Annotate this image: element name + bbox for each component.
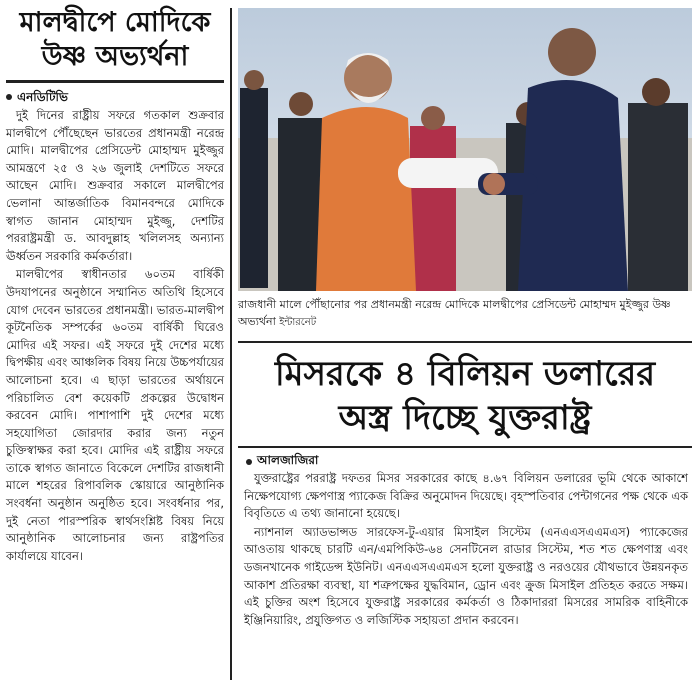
left-paragraph-1: দুই দিনের রাষ্ট্রীয় সফরে গতকাল শুক্রবার মালদ্বীপে পৌঁছেছেন ভারতের প্রধানমন্ত্রী নরেন্দ্র মোদি। মালদ্বীপের প্রেসিডেন্ট মোহাম্মদ মুইজ্জুর আমন্ত্রণে ২৫ ও ২৬ জুলাই দেশটিতে সফরে আছেন মোদি। শুক্রবার সকালে মালদ্বীপের ভেলানা আন্তর্জাতিক বিমানবন্দরে মোদিকে স্বাগত জানান মোহাম্মদ মুইজ্জু, দেশটির পররাষ্ট্রমন্ত্রী ড. আবদুল্লাহ খলিলসহ অন্যান্য ঊর্ধ্বতন সরকারি কর্মকর্তারা। [6,108,224,263]
column-divider [230,8,232,680]
right-headline [238,352,692,440]
headline-rule-right [238,446,692,448]
photo-handshake-illustration [238,8,692,291]
right-source-label: আলজাজিরা [257,453,319,467]
photo-caption-text: রাজধানী মালে পৌঁছানোর পর প্রধানমন্ত্রী নরেন্দ্র মোদিকে মালদ্বীপের প্রেসিডেন্ট মোহাম্মদ মুইজ্জুর উষ্ণ অভ্যর্থনা [238,298,671,328]
left-source [6,89,224,105]
right-headline-line-1: মিসরকে ৪ বিলিয়ন ডলারের [274,354,656,394]
photo-caption [238,296,692,331]
right-source [246,452,318,472]
left-paragraph-2: মালদ্বীপের স্বাধীনতার ৬০তম বার্ষিকী উদযাপনের অনুষ্ঠানে সম্মানিত অতিথি হিসেবে যোগ দেবেন ভারতের প্রধানমন্ত্রী। ভারত-মালদ্বীপ কূটনৈতিক সম্পর্কের ৬০তম বার্ষিকী ঘিরেও মোদির এই সফর। এই সফরে দুই দেশের মধ্যে দ্বিপক্ষীয় এবং আঞ্চলিক বিষয় নিয়ে উচ্চপর্যায়ের আলোচনা হবে। এ ছাড়া ভারতের অর্থায়নে পরিচালিত বেশ কয়েকটি প্রকল্পের উদ্বোধন করবেন মোদি। পাশাপাশি দুই দেশের মধ্যে সহযোগিতা জোরদার করার জন্য নতুন চুক্তিস্বাক্ষর করা হবে। মোদির এই রাষ্ট্রীয় সফরে তাকে স্বাগত জানাতে বিকেলে দেশটির রাজধানী মালে শহরের রিপাবলিক স্কোয়ারে আনুষ্ঠানিক সংবর্ধনা অনুষ্ঠান অনুষ্ঠিত হবে। সংবর্ধনার পর, দুই নেতা পারস্পরিক স্বার্থসংশ্লিষ্ট বিষয় নিয়ে আনুষ্ঠানিক আলোচনার জন্য রাষ্ট্রপতির কার্যালয়ে যাবেন। [6,267,224,563]
section-rule [238,341,692,343]
bullet-icon [6,94,12,100]
right-headline-line-2: অস্ত্র দিচ্ছে যুক্তরাষ্ট্র [338,398,592,438]
right-article-body [244,470,688,630]
headline-rule [6,80,224,83]
left-article [6,6,224,566]
left-source-label: এনডিটিভি [17,90,68,104]
news-photo [238,8,692,291]
photo-credit: ইন্টারনেট [279,317,317,328]
right-paragraph-2: ন্যাশনাল অ্যাডভান্সড সারফেস-টু-এয়ার মিসাইল সিস্টেম (এনএএসএএমএস) প্যাকেজের আওতায় থাকছে চারটি এন/এমপিকিউ-৬৪ সেনটিনেল রাডার সিস্টেম, শত শত ক্ষেপণাস্ত্র এবং ডজনখানেক গাইডেন্স ইউনিট। এনএএসএএমএস হলো যুক্তরাষ্ট্র ও নরওয়ের যৌথভাবে উন্নয়নকৃত আকাশ প্রতিরক্ষা ব্যবস্থা, যা শত্রুপক্ষের যুদ্ধবিমান, ড্রোন এবং ক্রুজ মিসাইল প্রতিহত করতে সক্ষম। এই চুক্তির অংশ হিসেবে যুক্তরাষ্ট্র সরকারের কর্মকর্তা ও ঠিকাদাররা মিসরের সামরিক বাহিনীকে ইঞ্জিনিয়ারিং, প্রযুক্তিগত ও লজিস্টিক সহায়তা প্রদান করবেন। [244,524,688,627]
left-headline: মালদ্বীপে মোদিকে উষ্ণ অভ্যর্থনা [19,7,211,72]
right-paragraph-1: যুক্তরাষ্ট্রের পররাষ্ট্র দফতর মিসর সরকারের কাছে ৪.৬৭ বিলিয়ন ডলারের ভূমি থেকে আকাশে নিক্ষেপযোগ্য ক্ষেপণাস্ত্র প্যাকেজ বিক্রির অনুমোদন দিয়েছে। বৃহস্পতিবার পেন্টাগনের পক্ষ থেকে এক বিবৃতিতে এ তথ্য জানানো হয়েছে। [244,471,688,521]
bullet-icon [246,459,252,465]
